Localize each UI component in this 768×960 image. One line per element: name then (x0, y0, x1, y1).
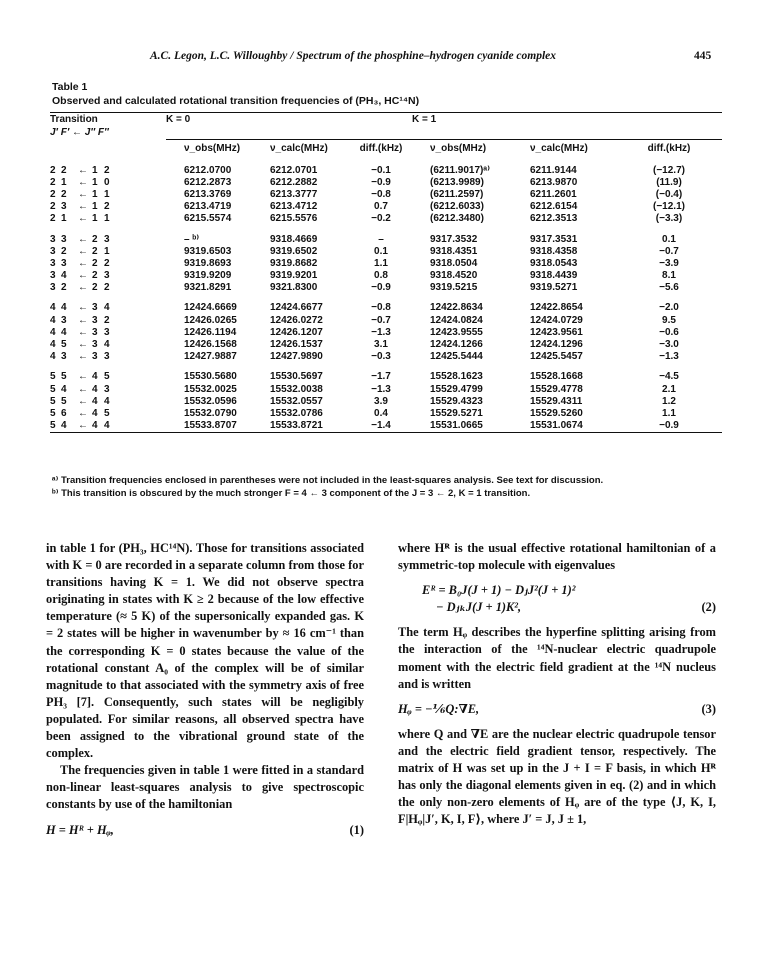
cell-k1-calc: 15528.1668 (530, 371, 583, 383)
cell-j-upper: 5 (50, 383, 56, 395)
cell-arrow: ← (78, 407, 88, 419)
cell-f-upper: 4 (61, 420, 74, 433)
cell-f-lower: 5 (104, 407, 110, 419)
cell-j-lower: 2 (92, 245, 98, 257)
cell-k0-diff: −0.3 (371, 351, 391, 363)
cell-k0-obs: 6212.0700 (184, 164, 232, 176)
left-column (46, 540, 364, 847)
left-paragraph-2: The frequencies given in table 1 were fitted in a standard non-linear least-squares analysis to give spectroscopic constants by use of the hamiltonian (46, 763, 364, 812)
cell-k1-calc: 6212.6154 (530, 201, 578, 213)
cell-arrow: ← (78, 176, 88, 188)
cell-f-upper: 5 (61, 371, 67, 383)
cell-k1-diff: −3.0 (659, 339, 679, 351)
header-k0: K = 0 (166, 113, 412, 127)
right-paragraph-2: The term Hᵩ describes the hyperfine splitting arising from the interaction of the ¹⁴N-nuclear electric quadrupole moment with the electric field gradient at the ¹⁴N nucleus and is written (398, 625, 716, 691)
cell-j-lower: 3 (92, 302, 98, 314)
cell-j-lower: 3 (92, 314, 98, 326)
cell-k0-obs: 12424.6669 (184, 302, 237, 314)
cell-f-lower: 0 (104, 176, 110, 188)
cell-j-lower: 2 (92, 257, 98, 269)
cell-f-upper: 3 (61, 233, 67, 245)
cell-k1-calc: 9318.4439 (530, 270, 578, 282)
cell-j-upper: 2 (50, 176, 56, 188)
frequency-table (50, 112, 722, 433)
cell-k0-calc: 9319.8682 (270, 257, 318, 269)
header-k1: K = 1 (412, 113, 722, 127)
cell-j-upper: 5 (50, 420, 61, 433)
cell-k1-obs: 15528.1623 (430, 371, 483, 383)
equation-1-body: H = Hᴿ + Hᵩ, (46, 822, 114, 837)
footnote-b: ᵇ⁾ This transition is obscured by the much stronger F = 4 ← 3 component of the J = 3 ← 2, K = 1 transition. (52, 488, 531, 499)
cell-f-lower: 5 (104, 371, 110, 383)
cell-j-upper: 5 (50, 407, 56, 419)
cell-k0-calc: 15533.8721 (260, 420, 350, 433)
cell-k0-obs: 12426.0265 (184, 314, 237, 326)
cell-arrow: ← (78, 351, 88, 363)
cell-f-upper: 2 (61, 245, 67, 257)
table-row (50, 201, 722, 213)
cell-j-lower: 2 (92, 270, 98, 282)
cell-k0-diff: 1.1 (374, 257, 388, 269)
cell-k0-diff: −0.8 (371, 188, 391, 200)
cell-k1-diff: 9.5 (662, 314, 676, 326)
cell-k1-obs: (6212.6033) (430, 201, 484, 213)
cell-f-upper: 6 (61, 407, 67, 419)
cell-f-lower: 1 (104, 188, 110, 200)
cell-k1-obs: (6211.9017)ᵃ⁾ (430, 164, 491, 176)
cell-k0-diff: −0.7 (371, 314, 391, 326)
cell-k1-diff: (−12.7) (653, 164, 685, 176)
table-footnotes (52, 474, 732, 500)
cell-k1-obs: 12424.0824 (430, 314, 483, 326)
cell-k0-diff: −0.8 (371, 302, 391, 314)
cell-f-upper: 4 (61, 383, 67, 395)
cell-j-upper: 2 (50, 164, 56, 176)
cell-arrow: ← (78, 314, 88, 326)
cell-f-upper: 3 (61, 314, 67, 326)
cell-k0-calc: 15532.0786 (270, 407, 323, 419)
cell-k1-calc: 9318.4358 (530, 245, 578, 257)
cell-j-lower: 1 (92, 164, 98, 176)
cell-k1-calc: 9319.5271 (530, 282, 578, 294)
cell-k1-diff: (11.9) (656, 176, 682, 188)
cell-k1-obs: (6213.9989) (430, 176, 484, 188)
cell-k1-diff: (−0.4) (655, 188, 683, 200)
cell-k0-diff: −1.7 (371, 371, 391, 383)
equation-2 (398, 582, 716, 616)
cell-j-upper: 3 (50, 270, 56, 282)
cell-k1-diff: (−3.3) (655, 213, 683, 225)
cell-k0-diff: 0.8 (374, 270, 388, 282)
cell-j-upper: 2 (50, 213, 56, 225)
cell-j-lower: 1 (92, 213, 98, 225)
cell-k0-obs: 9319.9209 (184, 270, 232, 282)
cell-k0-calc: 6213.3777 (270, 188, 318, 200)
cell-k0-obs: 9319.8693 (184, 257, 232, 269)
footnote-a: ᵃ⁾ Transition frequencies enclosed in parentheses were not included in the least-squares analysis. See text for discussion. (52, 475, 604, 486)
cell-j-lower: 4 (92, 371, 98, 383)
cell-k0-obs: 12427.9887 (184, 351, 237, 363)
header-quantum-numbers: J′ F′ ← J″ F″ (50, 127, 109, 139)
cell-j-lower: 4 (92, 407, 98, 419)
cell-k0-calc: 6212.2882 (270, 176, 318, 188)
table-caption (52, 80, 732, 108)
cell-j-upper: 4 (50, 351, 56, 363)
right-paragraph-3: where Q and ∇E are the nuclear electric quadrupole tensor and the electric field gradient tensor, respectively. The matrix of H was set up in the J + I = F basis, in which Hᴿ has only the diagonal elements given in eq. (2) and in which the only non-zero elements of Hᵩ are of the type ⟨J, K, I, F|Hᵩ|J′, K, I, F⟩, where J′ = J, J ± 1, (398, 726, 716, 827)
cell-f-lower: 2 (104, 282, 110, 294)
cell-j-lower: 2 (92, 233, 98, 245)
cell-f-lower: 4 (104, 339, 110, 351)
cell-arrow: ← (78, 213, 88, 225)
cell-j-upper: 5 (50, 371, 56, 383)
cell-k1-diff: (−12.1) (653, 201, 685, 213)
cell-k1-diff: −3.9 (659, 257, 679, 269)
running-head: A.C. Legon, L.C. Willoughby / Spectrum of the phosphine–hydrogen cyanide complex (150, 50, 557, 62)
header-row-3 (50, 140, 722, 157)
cell-f-lower: 3 (104, 351, 110, 363)
cell-k0-obs: 15532.0790 (184, 407, 237, 419)
cell-k0-diff: −0.9 (371, 176, 391, 188)
cell-k1-obs: 12423.9555 (430, 326, 483, 338)
table-row (50, 395, 722, 407)
cell-j-upper: 4 (50, 314, 56, 326)
cell-k1-diff: −4.5 (659, 371, 679, 383)
cell-k1-calc: 12423.9561 (530, 326, 583, 338)
cell-k1-diff: 1.2 (662, 395, 676, 407)
cell-arrow: ← (78, 326, 88, 338)
cell-j-lower: 4 (92, 395, 98, 407)
header-k1-calc: ν_calc(MHz) (520, 140, 616, 157)
cell-k0-calc: 6212.0701 (270, 164, 318, 176)
cell-arrow: ← (74, 420, 92, 433)
cell-f-lower: 3 (104, 383, 110, 395)
header-k0-obs: ν_obs(MHz) (166, 140, 260, 157)
cell-k0-diff: −0.2 (371, 213, 391, 225)
cell-k0-calc: 12427.9890 (270, 351, 323, 363)
cell-j-lower: 4 (92, 383, 98, 395)
cell-k0-calc: 9319.9201 (270, 270, 318, 282)
cell-k1-obs: 9318.4351 (430, 245, 478, 257)
cell-f-lower: 4 (104, 420, 166, 433)
cell-k1-obs: 12422.8634 (430, 302, 483, 314)
cell-arrow: ← (78, 302, 88, 314)
cell-f-upper: 5 (61, 395, 67, 407)
cell-arrow: ← (78, 245, 88, 257)
cell-k1-obs: 9319.5215 (430, 282, 478, 294)
cell-k0-obs: 12426.1194 (184, 326, 237, 338)
header-row-1 (50, 113, 722, 127)
cell-k1-diff: −0.9 (616, 420, 722, 433)
cell-f-upper: 4 (61, 302, 67, 314)
cell-j-upper: 4 (50, 326, 56, 338)
header-k0-calc: ν_calc(MHz) (260, 140, 350, 157)
cell-k0-diff: 0.4 (374, 407, 388, 419)
table-row (50, 270, 722, 282)
equation-3-body: Hᵩ = −⅙Q:∇E, (398, 701, 480, 716)
cell-f-lower: 2 (104, 201, 110, 213)
cell-k0-calc: 15532.0557 (270, 395, 323, 407)
cell-arrow: ← (78, 257, 88, 269)
cell-k0-obs: 6215.5574 (184, 213, 232, 225)
cell-k1-calc: 6212.3513 (530, 213, 578, 225)
cell-k0-obs: – ᵇ⁾ (184, 233, 200, 245)
cell-k1-obs: 9318.4520 (430, 270, 478, 282)
header-transition: Transition (50, 113, 166, 127)
cell-k0-calc: 6215.5576 (270, 213, 318, 225)
cell-f-lower: 2 (104, 257, 110, 269)
table-row (50, 176, 722, 188)
table-title: Observed and calculated rotational transition frequencies of (PH₃, HC¹⁴N) (52, 95, 420, 107)
cell-k1-diff: 0.1 (662, 233, 676, 245)
cell-k1-diff: 2.1 (662, 383, 676, 395)
right-paragraph-1: where Hᴿ is the usual effective rotational hamiltonian of a symmetric-top molecule with eigenvalues (398, 541, 716, 573)
cell-k1-obs: 15529.4323 (430, 395, 483, 407)
cell-k0-obs: 12426.1568 (184, 339, 237, 351)
cell-f-lower: 1 (104, 245, 110, 257)
table-row (50, 371, 722, 383)
cell-arrow: ← (78, 339, 88, 351)
cell-j-upper: 4 (50, 339, 56, 351)
cell-j-lower: 3 (92, 351, 98, 363)
cell-k1-diff: −2.0 (659, 302, 679, 314)
cell-arrow: ← (78, 164, 88, 176)
cell-k0-calc: 12426.1207 (270, 326, 323, 338)
cell-j-upper: 3 (50, 233, 56, 245)
cell-k1-calc: 6211.2601 (530, 188, 577, 200)
cell-k1-calc: 15531.0674 (520, 420, 616, 433)
cell-k0-calc: 9321.8300 (270, 282, 318, 294)
cell-k1-obs: 9317.3532 (430, 233, 478, 245)
cell-f-lower: 4 (104, 395, 110, 407)
cell-k0-obs: 6212.2873 (184, 176, 232, 188)
cell-k1-obs: 15531.0665 (412, 420, 520, 433)
cell-k1-calc: 15529.4311 (530, 395, 583, 407)
table-row (50, 407, 722, 419)
cell-arrow: ← (78, 188, 88, 200)
cell-arrow: ← (78, 233, 88, 245)
cell-f-lower: 3 (104, 270, 110, 282)
cell-k1-diff: 8.1 (662, 270, 676, 282)
cell-f-upper: 4 (61, 326, 67, 338)
cell-f-upper: 1 (61, 213, 67, 225)
cell-k1-diff: −5.6 (659, 282, 679, 294)
cell-k1-calc: 9318.0543 (530, 257, 578, 269)
cell-f-upper: 3 (61, 201, 67, 213)
table-row (50, 233, 722, 245)
cell-f-lower: 2 (104, 314, 110, 326)
cell-arrow: ← (78, 201, 88, 213)
cell-j-upper: 2 (50, 188, 56, 200)
cell-k1-diff: −0.7 (659, 245, 679, 257)
header-k0-diff: diff.(kHz) (350, 140, 412, 157)
table-row (50, 164, 722, 176)
cell-arrow: ← (78, 282, 88, 294)
cell-k0-obs: 9321.8291 (184, 282, 232, 294)
table-row (50, 257, 722, 269)
cell-k0-obs: 15532.0025 (184, 383, 237, 395)
cell-k1-calc: 12425.5457 (530, 351, 583, 363)
equation-2-line-2: − DⱼₖJ(J + 1)K², (436, 600, 522, 615)
cell-k0-diff: −0.9 (371, 282, 391, 294)
cell-arrow: ← (78, 371, 88, 383)
cell-k0-obs: 15530.5680 (184, 371, 237, 383)
cell-j-lower: 4 (92, 420, 104, 433)
cell-k1-calc: 6213.9870 (530, 176, 578, 188)
group-spacer (50, 363, 722, 371)
cell-k0-obs: 6213.4719 (184, 201, 232, 213)
cell-k0-diff: −0.1 (371, 164, 391, 176)
table-row (50, 245, 722, 257)
cell-k0-obs: 9319.6503 (184, 245, 232, 257)
equation-3 (398, 701, 716, 718)
right-column (398, 540, 716, 828)
cell-k1-calc: 9317.3531 (530, 233, 578, 245)
cell-k0-obs: 15532.0596 (184, 395, 237, 407)
equation-1-number: (1) (349, 822, 364, 837)
cell-j-upper: 5 (50, 395, 56, 407)
cell-k1-calc: 12422.8654 (530, 302, 583, 314)
cell-k0-calc: 9319.6502 (270, 245, 318, 257)
cell-k1-diff: 1.1 (662, 407, 676, 419)
cell-arrow: ← (78, 383, 88, 395)
table-row (50, 420, 722, 433)
cell-f-upper: 2 (61, 188, 67, 200)
cell-j-lower: 1 (92, 176, 98, 188)
table-row (50, 188, 722, 200)
cell-k0-calc: 9318.4669 (270, 233, 318, 245)
table-row (50, 213, 722, 225)
cell-k1-obs: 15529.5271 (430, 407, 483, 419)
cell-f-lower: 3 (104, 326, 110, 338)
cell-k0-calc: 12426.1537 (270, 339, 323, 351)
cell-k0-diff: −1.3 (371, 326, 391, 338)
cell-k0-obs: 15533.8707 (166, 420, 260, 433)
cell-k0-calc: 6213.4712 (270, 201, 318, 213)
cell-k1-calc: 12424.1296 (530, 339, 583, 351)
cell-j-upper: 3 (50, 245, 56, 257)
cell-k0-diff: −1.3 (371, 383, 391, 395)
cell-k1-obs: 15529.4799 (430, 383, 483, 395)
cell-f-upper: 2 (61, 282, 67, 294)
table-body (50, 113, 722, 433)
cell-k0-diff: 0.1 (374, 245, 388, 257)
cell-f-lower: 3 (104, 233, 110, 245)
group-spacer (50, 225, 722, 233)
page-number: 445 (694, 50, 712, 62)
cell-k0-diff: 3.9 (374, 395, 388, 407)
cell-j-lower: 3 (92, 339, 98, 351)
cell-j-lower: 2 (92, 282, 98, 294)
cell-j-upper: 4 (50, 302, 56, 314)
cell-k1-obs: (6212.3480) (430, 213, 484, 225)
table-row (50, 282, 722, 294)
equation-2-number: (2) (701, 600, 716, 615)
cell-j-lower: 1 (92, 188, 98, 200)
table-row (50, 302, 722, 314)
equation-3-number: (3) (701, 701, 716, 716)
cell-arrow: ← (78, 270, 88, 282)
cell-k1-diff: −0.6 (659, 326, 679, 338)
header-k1-diff: diff.(kHz) (616, 140, 722, 157)
cell-f-upper: 4 (61, 270, 67, 282)
cell-k0-diff: 3.1 (374, 339, 388, 351)
header-k1-obs: ν_obs(MHz) (412, 140, 520, 157)
cell-k0-calc: 15532.0038 (270, 383, 323, 395)
cell-arrow: ← (78, 395, 88, 407)
cell-f-upper: 5 (61, 339, 67, 351)
cell-j-upper: 3 (50, 282, 56, 294)
cell-f-lower: 1 (104, 213, 110, 225)
cell-j-upper: 2 (50, 201, 56, 213)
left-paragraph-1: in table 1 for (PH₃, HC¹⁴N). Those for transitions associated with K = 0 are recorded in a separate column from those for transitions having K = 1. We did not observe spectra originating in states with K ≥ 2 because of the low effective temperature (≈ 5 K) of the supersonically expanded gas. K = 2 states will be higher in wavenumber by ≈ 16 cm⁻¹ than the corresponding K = 0 states because the value of the rotational constant A₀ of the complex will be of similar magnitude to that associated with the symmetry axis of free PH₃ [7]. Consequently, such states will be negligibly populated. For similar reasons, all observed spectra have been assigned to the vibrational ground state of the complex. (46, 541, 364, 761)
group-spacer (50, 294, 722, 302)
cell-k0-calc: 12424.6677 (270, 302, 323, 314)
cell-j-lower: 1 (92, 201, 98, 213)
cell-k1-calc: 15529.4778 (530, 383, 583, 395)
cell-f-upper: 1 (61, 176, 67, 188)
cell-f-upper: 2 (61, 164, 67, 176)
table-row (50, 383, 722, 395)
header-row-2 (50, 126, 722, 140)
cell-j-lower: 3 (92, 326, 98, 338)
table-row (50, 338, 722, 350)
cell-k1-calc: 12424.0729 (530, 314, 583, 326)
cell-k0-obs: 6213.3769 (184, 188, 232, 200)
cell-k0-calc: 12426.0272 (270, 314, 323, 326)
group-spacer (50, 156, 722, 164)
cell-k0-diff: – (378, 233, 384, 245)
cell-k1-calc: 6211.9144 (530, 164, 577, 176)
cell-f-upper: 3 (61, 257, 67, 269)
cell-k0-calc: 15530.5697 (270, 371, 323, 383)
cell-k1-obs: 12424.1266 (430, 339, 483, 351)
table-row (50, 351, 722, 363)
equation-1 (46, 822, 364, 839)
cell-j-upper: 3 (50, 257, 56, 269)
cell-k1-calc: 15529.5260 (530, 407, 583, 419)
cell-k1-obs: 9318.0504 (430, 257, 478, 269)
cell-k1-obs: 12425.5444 (430, 351, 483, 363)
cell-f-lower: 4 (104, 302, 110, 314)
cell-f-upper: 3 (61, 351, 67, 363)
equation-2-line-1: Eᴿ = B₀J(J + 1) − DⱼJ²(J + 1)² (422, 583, 576, 598)
table-label: Table 1 (52, 81, 88, 93)
cell-k0-diff: −1.4 (350, 420, 412, 433)
table-row (50, 326, 722, 338)
table-row (50, 314, 722, 326)
cell-k1-obs: (6211.2597) (430, 188, 484, 200)
cell-k0-diff: 0.7 (374, 201, 388, 213)
cell-k1-diff: −1.3 (659, 351, 679, 363)
cell-f-lower: 2 (104, 164, 110, 176)
